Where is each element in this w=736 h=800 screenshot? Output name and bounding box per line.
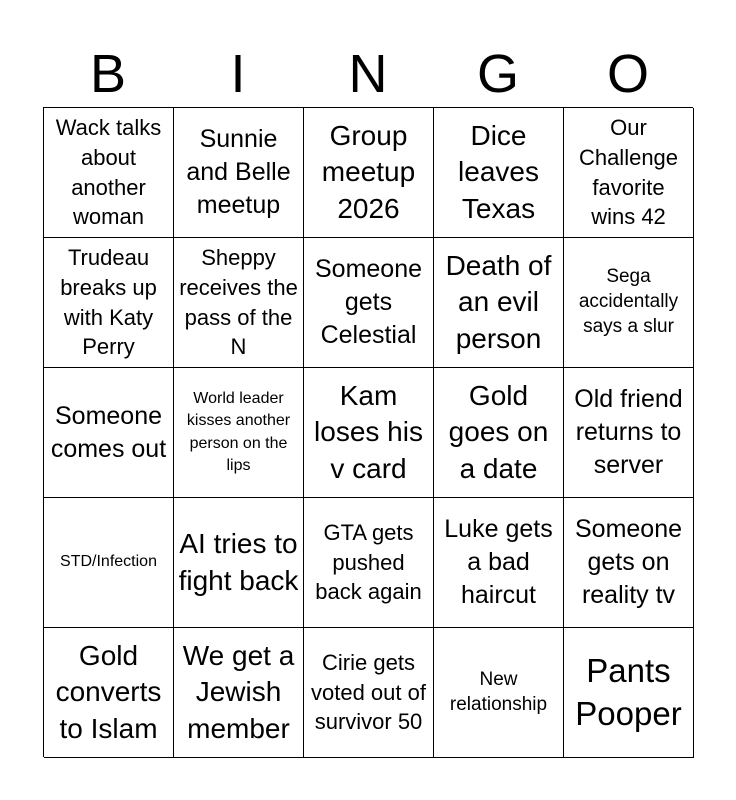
- cell-text: Dice leaves Texas: [458, 119, 539, 224]
- bingo-cell[interactable]: [174, 628, 304, 758]
- header-letter-i: I: [230, 44, 246, 104]
- cell-text: Gold converts to Islam: [55, 639, 162, 744]
- bingo-cell[interactable]: [564, 368, 694, 498]
- header-letter-g: G: [476, 44, 519, 104]
- bingo-cell[interactable]: [304, 238, 434, 368]
- cell-text: Kam loses his v card: [314, 379, 423, 484]
- bingo-cell[interactable]: [174, 368, 304, 498]
- cell-text: Luke gets a bad haircut: [444, 515, 553, 609]
- cell-text: We get a Jewish member: [182, 639, 295, 744]
- bingo-cell[interactable]: [434, 108, 564, 238]
- cell-text: World leader kisses another person on the lips: [186, 389, 291, 474]
- cell-text: Someone gets Celestial: [314, 255, 423, 349]
- header-letter-o: O: [606, 44, 649, 104]
- bingo-cell[interactable]: [44, 368, 174, 498]
- cell-text: Trudeau breaks up with Katy Perry: [60, 245, 157, 360]
- cell-text: Death of an evil person: [445, 249, 552, 354]
- cell-text: Sunnie and Belle meetup: [186, 125, 291, 219]
- bingo-cell[interactable]: [434, 628, 564, 758]
- bingo-cell[interactable]: [44, 108, 174, 238]
- cell-text: Someone comes out: [50, 401, 167, 463]
- bingo-cell[interactable]: [44, 628, 174, 758]
- cell-text: Group meetup 2026: [321, 119, 416, 224]
- bingo-cell[interactable]: [44, 238, 174, 368]
- cell-text: STD/Infection: [60, 553, 157, 571]
- cell-text: Sheppy receives the pass of the N: [179, 245, 298, 360]
- bingo-cell[interactable]: [434, 498, 564, 628]
- cell-text: Old friend returns to server: [574, 385, 683, 479]
- cell-text: Cirie gets voted out of survivor 50: [311, 649, 426, 735]
- bingo-cell[interactable]: [434, 238, 564, 368]
- header-letter-b: B: [89, 44, 127, 104]
- bingo-cell[interactable]: [304, 368, 434, 498]
- cell-text: Sega accidentally says a slur: [578, 266, 679, 337]
- bingo-header: [43, 40, 693, 108]
- bingo-cell[interactable]: [304, 108, 434, 238]
- bingo-cell[interactable]: [304, 628, 434, 758]
- bingo-cell[interactable]: [564, 628, 694, 758]
- bingo-cell[interactable]: [174, 108, 304, 238]
- bingo-cell[interactable]: [564, 108, 694, 238]
- bingo-cell[interactable]: [304, 498, 434, 628]
- cell-text: GTA gets pushed back again: [315, 519, 422, 605]
- bingo-cell[interactable]: [564, 498, 694, 628]
- bingo-cell[interactable]: [174, 238, 304, 368]
- bingo-cell[interactable]: [434, 368, 564, 498]
- bingo-board: [43, 107, 693, 757]
- bingo-cell[interactable]: [44, 498, 174, 628]
- cell-text: Gold goes on a date: [448, 379, 549, 484]
- bingo-cell[interactable]: [174, 498, 304, 628]
- cell-text: Wack talks about another woman: [55, 115, 162, 230]
- cell-text: Pants Pooper: [575, 651, 682, 732]
- cell-text: AI tries to fight back: [178, 528, 299, 596]
- cell-text: Someone gets on reality tv: [574, 515, 683, 609]
- bingo-cell[interactable]: [564, 238, 694, 368]
- cell-text: Our Challenge favorite wins 42: [578, 115, 679, 230]
- cell-text: New relationship: [449, 668, 548, 715]
- header-letter-n: N: [348, 44, 388, 104]
